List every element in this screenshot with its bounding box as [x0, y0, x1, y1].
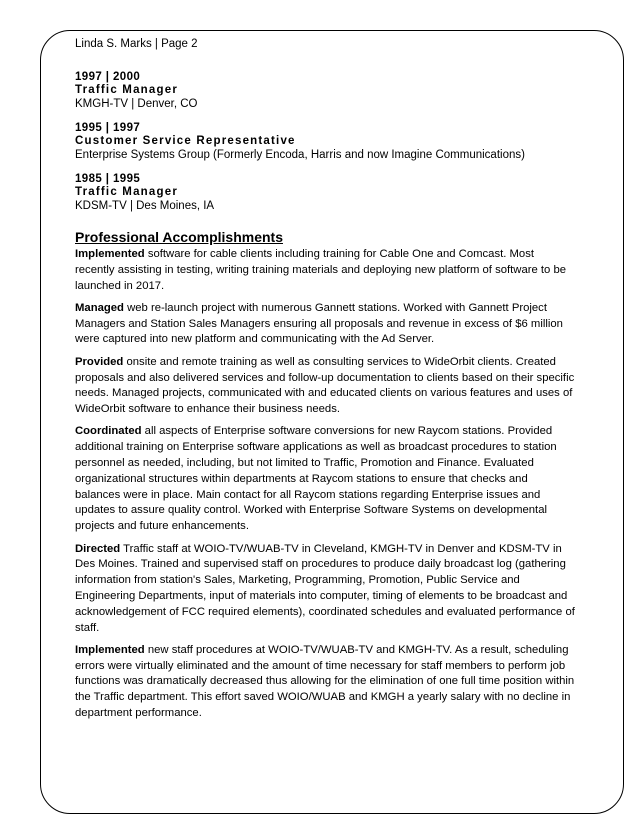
- accomplishment-text: web re-launch project with numerous Gannett stations. Worked with Gannett Project Managers and Station Sales Managers ensuring all proposals and revenue in excess of $6 million were captured into new platform and communicating with the Ad Server.: [75, 301, 563, 346]
- accomplishment-text: new staff procedures at WOIO-TV/WUAB-TV and KMGH-TV. As a result, scheduling errors were virtually eliminated and the amount of time necessary for staff members to perform job functions was dramatically decreased thus allowing for the elimination of one full time position within the Traffic department. This effort saved WOIO/WUAB and KMGH a yearly salary with no decline in department performance.: [75, 643, 575, 720]
- job-company: KMGH-TV | Denver, CO: [75, 98, 198, 110]
- page-header: Linda S. Marks | Page 2: [75, 38, 198, 50]
- accomplishment-text: Traffic staff at WOIO-TV/WUAB-TV in Cleveland, KMGH-TV in Denver and KDSM-TV in Des Moines. Trained and supervised staff on procedures to produce daily broadcast log (gathering information from station's Sales, Marketing, Programming, Promotion, Public Service and Engineering Departments, input of materials into computer, timing of elements to be broadcast and acknowledgement of FCC required elements), coordinated schedules and evaluated performance of staff.: [75, 542, 575, 634]
- job-company: KDSM-TV | Des Moines, IA: [75, 200, 215, 212]
- resume-page: [75, 37, 575, 728]
- accomplishment-lead: Coordinated: [75, 425, 142, 438]
- accomplishment-paragraph: [75, 301, 575, 348]
- accomplishment-text: onsite and remote training as well as consulting services to WideOrbit clients. Created proposals and also delivered services and follow-up documentation to clients based on their specific needs. Managed projects, communicated with and educated clients on various features and uses of WideOrbit software to enhance their business needs.: [75, 355, 575, 416]
- accomplishment-lead: Directed: [75, 542, 121, 555]
- job-title: Customer Service Representative: [75, 135, 296, 147]
- accomplishment-paragraph: [75, 355, 575, 418]
- job-entry: [75, 71, 575, 111]
- accomplishment-paragraph: [75, 643, 575, 722]
- job-title: Traffic Manager: [75, 186, 178, 198]
- job-years: 1995 | 1997: [75, 122, 141, 134]
- job-title: Traffic Manager: [75, 84, 178, 96]
- accomplishment-lead: Implemented: [75, 248, 145, 260]
- accomplishment-paragraph: [75, 424, 575, 535]
- accomplishment-lead: Provided: [75, 355, 124, 368]
- accomplishment-paragraph: [75, 247, 575, 294]
- accomplishment-paragraph: [75, 542, 575, 637]
- job-years: 1997 | 2000: [75, 71, 141, 83]
- accomplishment-lead: Managed: [75, 301, 124, 314]
- job-entry: [75, 173, 575, 213]
- job-years: 1985 | 1995: [75, 173, 141, 185]
- accomplishment-lead: Implemented: [75, 643, 145, 656]
- section-title-accomplishments: Professional Accomplishments: [75, 229, 283, 245]
- job-entry: [75, 122, 575, 162]
- job-company: Enterprise Systems Group (Formerly Encoda, Harris and now Imagine Communications): [75, 149, 525, 161]
- accomplishment-text: all aspects of Enterprise software conversions for new Raycom stations. Provided additional training on Enterprise software applications as well as broadcast procedures to station personnel as needed, including, but not limited to Traffic, Promotion and Finance. Evaluated organizational structures within departments at Raycom stations to ensure that checks and balances were in place. Main contact for all Raycom stations regarding Enterprise issues and updates to assure quality control. Worked with Enterprise Software Systems on developmental projects and future enhancements.: [75, 425, 557, 533]
- accomplishment-text: software for cable clients including training for Cable One and Comcast. Most recently assisting in testing, writing training materials and deploying new platform of software to be launched in 2017.: [75, 248, 567, 292]
